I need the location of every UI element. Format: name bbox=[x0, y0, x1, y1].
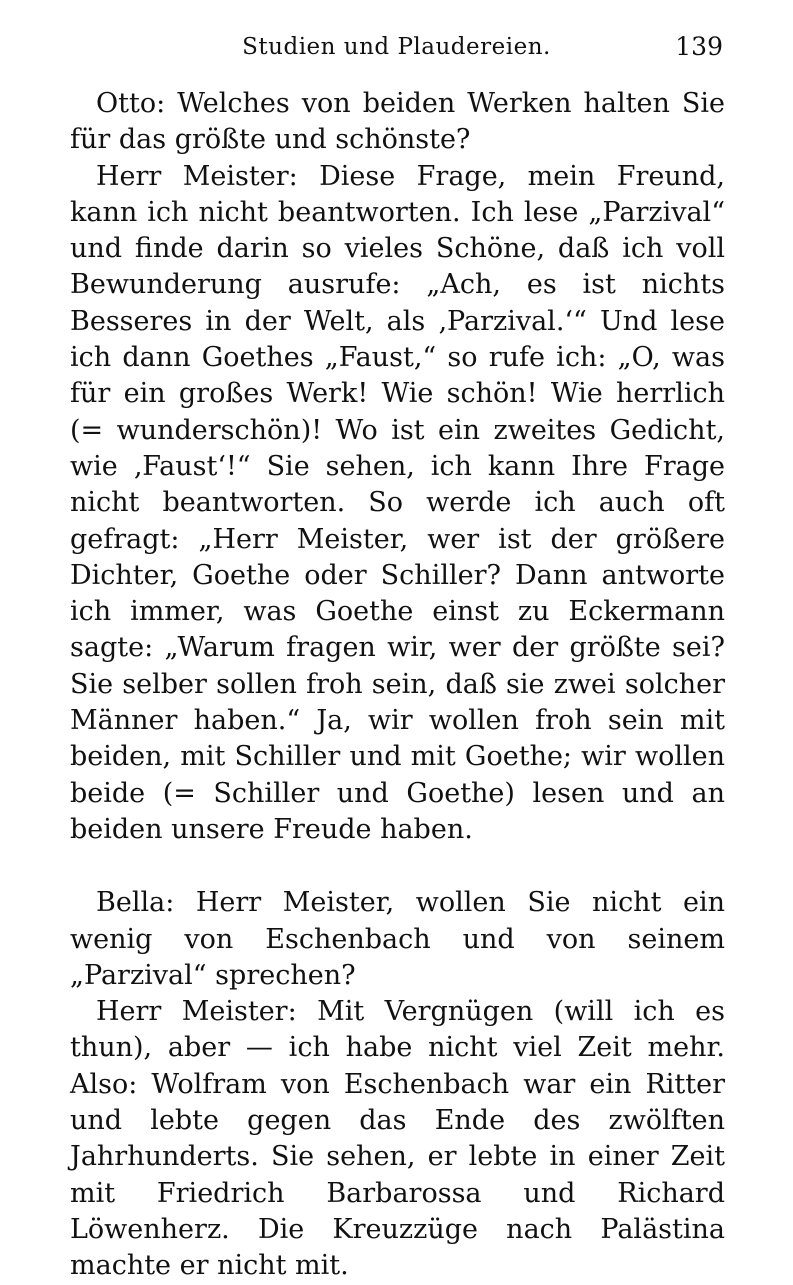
speaker-label: Herr Meister: bbox=[96, 996, 297, 1028]
paragraph-text: Diese Frage, mein Freund, kann ich nicht beantworten. Ich lese „Parzival“ und finde darin so vieles Schöne, daß ich voll Bewunderung ausrufe: „Ach, es ist nichts Besseres in der Welt, als ‚Parzival.‘“ Und lese ich dann Goethes „Faust,“ so rufe ich: „O, was für ein großes Werk! Wie schön! Wie herrlich (= wunderschön)! Wo ist ein zweites Gedicht, wie ‚Faust‘!“ Sie sehen, ich kann Ihre Frage nicht beantworten. So werde ich auch oft gefragt: „Herr Meister, wer ist der größere Dichter, Goethe oder Schiller? Dann antworte ich immer, was Goethe einst zu Eckermann sagte: „Warum fragen wir, wer der größte sei? Sie selber sollen froh sein, daß sie zwei solcher Männer haben.“ Ja, wir wollen froh sein mit beiden, mit Schiller und mit Goethe; wir wollen beide (= Schiller und Goethe) lesen und an beiden unsere Freude haben. bbox=[70, 160, 725, 845]
dialogue-paragraph bbox=[70, 994, 725, 1284]
speaker-label: Herr Meister: bbox=[96, 160, 298, 192]
speaker-label: Bella: bbox=[96, 887, 175, 919]
speaker-label: Otto: bbox=[96, 88, 166, 119]
paragraph-text: Mit Vergnügen (will ich es thun), aber — ich habe nicht viel Zeit mehr. Also: Wolfram von Eschenbach war ein Ritter und lebte gegen das Ende des zwölften Jahrhunderts. Sie sehen, er lebte in einer Zeit mit Friedrich Barbarossa und Richard Löwenherz. Die Kreuzzüge nach Palästina machte er nicht mit. bbox=[70, 996, 725, 1282]
page-number: 139 bbox=[675, 32, 723, 61]
paragraph-text: Welches von beiden Werken halten Sie für das größte und schönste? bbox=[70, 88, 725, 156]
page-body bbox=[70, 86, 725, 1285]
dialogue-paragraph bbox=[70, 86, 725, 159]
running-head: Studien und Plaudereien. bbox=[242, 34, 551, 60]
dialogue-paragraph bbox=[70, 159, 725, 849]
section-gap bbox=[70, 848, 725, 885]
paragraph-text: Herr Meister, wollen Sie nicht ein wenig von Eschenbach und von seinem „Parzival“ sprechen? bbox=[70, 887, 725, 991]
dialogue-paragraph bbox=[70, 885, 725, 994]
page-header bbox=[70, 30, 723, 70]
